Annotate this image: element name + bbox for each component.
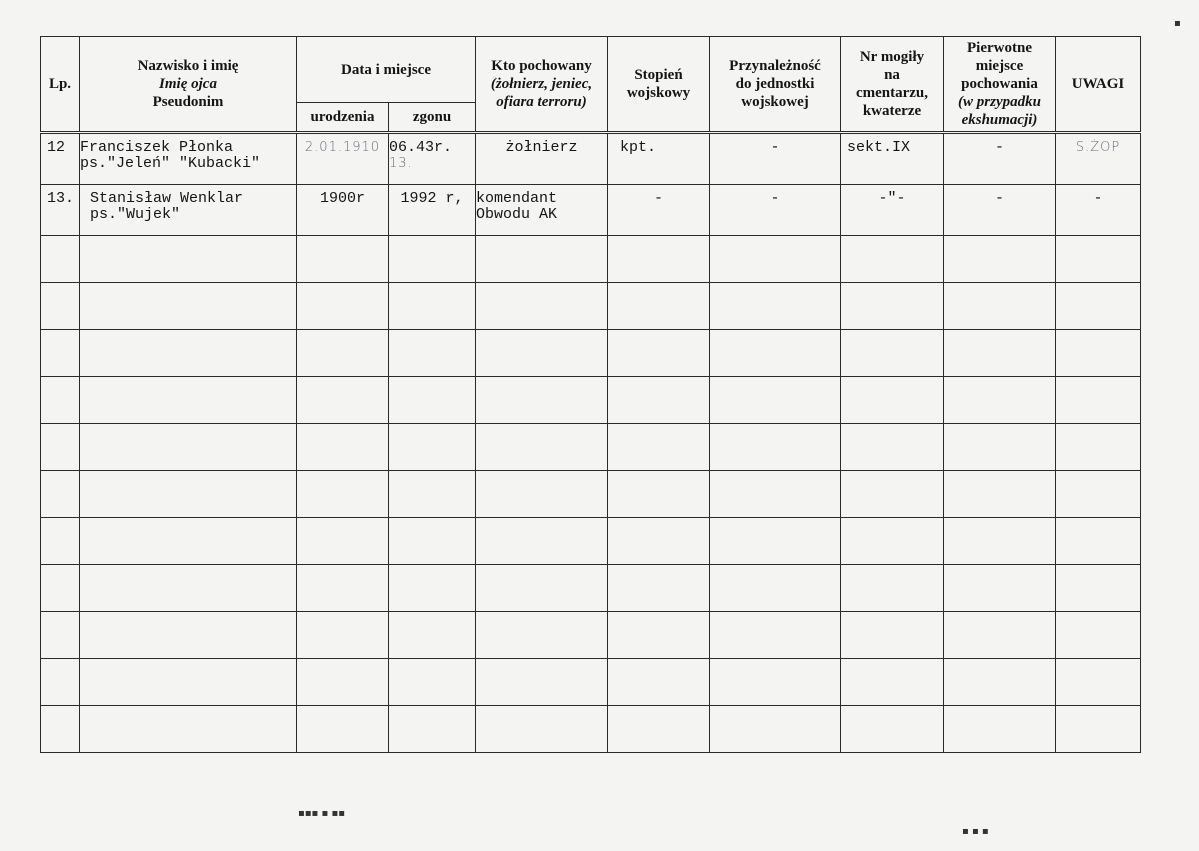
empty-table-row	[41, 518, 1141, 565]
empty-cell	[710, 565, 841, 612]
header-buried: Kto pochowany (żołnierz, jeniec, ofiara terroru)	[476, 37, 608, 133]
empty-cell	[389, 424, 476, 471]
empty-cell	[80, 518, 297, 565]
empty-cell	[476, 330, 608, 377]
empty-cell	[841, 659, 944, 706]
empty-cell	[41, 612, 80, 659]
cell-death: 06.43r. 13.	[389, 133, 476, 185]
empty-cell	[608, 518, 710, 565]
cell-rank: -	[608, 185, 710, 236]
empty-table-row	[41, 471, 1141, 518]
empty-table-row	[41, 236, 1141, 283]
empty-cell	[41, 565, 80, 612]
header-unit: Przynależność do jednostki wojskowej	[710, 37, 841, 133]
cell-birth: 1900r	[297, 185, 389, 236]
empty-cell	[841, 424, 944, 471]
header-lp: Lp.	[41, 37, 80, 133]
scan-speck: ▪ ▪ ▪	[962, 826, 989, 837]
scan-speck: ▪	[1174, 18, 1181, 29]
empty-cell	[297, 236, 389, 283]
empty-cell	[710, 471, 841, 518]
empty-cell	[389, 612, 476, 659]
empty-cell	[80, 377, 297, 424]
header-grave: Nr mogiły na cmentarzu, kwaterze	[841, 37, 944, 133]
empty-cell	[944, 330, 1056, 377]
empty-cell	[710, 377, 841, 424]
cell-origin: -	[944, 185, 1056, 236]
empty-cell	[297, 659, 389, 706]
empty-cell	[1056, 283, 1141, 330]
empty-cell	[841, 283, 944, 330]
empty-cell	[1056, 706, 1141, 753]
cell-remarks: -	[1056, 185, 1141, 236]
empty-cell	[841, 518, 944, 565]
empty-cell	[710, 283, 841, 330]
empty-cell	[608, 659, 710, 706]
empty-cell	[841, 471, 944, 518]
empty-cell	[41, 706, 80, 753]
table-row	[41, 133, 1141, 185]
cell-unit: -	[710, 133, 841, 185]
empty-cell	[297, 471, 389, 518]
empty-cell	[841, 330, 944, 377]
empty-cell	[389, 518, 476, 565]
empty-cell	[476, 518, 608, 565]
empty-cell	[297, 377, 389, 424]
empty-cell	[389, 659, 476, 706]
empty-cell	[389, 236, 476, 283]
empty-cell	[1056, 565, 1141, 612]
empty-cell	[41, 659, 80, 706]
empty-cell	[944, 283, 1056, 330]
empty-cell	[80, 283, 297, 330]
empty-cell	[1056, 424, 1141, 471]
empty-cell	[476, 424, 608, 471]
empty-cell	[476, 471, 608, 518]
empty-cell	[710, 236, 841, 283]
empty-table-row	[41, 612, 1141, 659]
empty-table-row	[41, 330, 1141, 377]
empty-cell	[297, 283, 389, 330]
cell-rank: kpt.	[608, 133, 710, 185]
empty-cell	[710, 706, 841, 753]
empty-cell	[297, 612, 389, 659]
empty-cell	[841, 236, 944, 283]
header-origin: Pierwotne miejsce pochowania (w przypadku ekshumacji)	[944, 37, 1056, 133]
empty-cell	[1056, 659, 1141, 706]
empty-table-row	[41, 659, 1141, 706]
empty-cell	[80, 565, 297, 612]
empty-cell	[944, 518, 1056, 565]
empty-cell	[1056, 377, 1141, 424]
empty-cell	[80, 659, 297, 706]
empty-cell	[80, 612, 297, 659]
burial-register-table	[40, 36, 1141, 753]
empty-cell	[389, 283, 476, 330]
empty-cell	[389, 471, 476, 518]
empty-cell	[41, 377, 80, 424]
empty-cell	[944, 424, 1056, 471]
cell-name: Franciszek Płonka ps."Jeleń" "Kubacki"	[80, 133, 297, 185]
empty-cell	[80, 471, 297, 518]
empty-table-row	[41, 283, 1141, 330]
empty-cell	[710, 659, 841, 706]
empty-cell	[1056, 612, 1141, 659]
table-row	[41, 185, 1141, 236]
cell-remarks: S.ŻOP	[1056, 133, 1141, 185]
cell-buried: komendant Obwodu AK	[476, 185, 608, 236]
empty-cell	[608, 471, 710, 518]
empty-cell	[944, 565, 1056, 612]
empty-cell	[608, 330, 710, 377]
empty-table-row	[41, 565, 1141, 612]
empty-cell	[389, 377, 476, 424]
empty-table-row	[41, 706, 1141, 753]
empty-cell	[608, 283, 710, 330]
cell-lp: 13.	[41, 185, 80, 236]
empty-cell	[841, 377, 944, 424]
cell-grave: sekt.IX	[841, 133, 944, 185]
empty-cell	[41, 236, 80, 283]
empty-cell	[608, 424, 710, 471]
empty-cell	[944, 377, 1056, 424]
cell-lp: 12	[41, 133, 80, 185]
empty-cell	[41, 330, 80, 377]
empty-cell	[389, 330, 476, 377]
empty-cell	[1056, 471, 1141, 518]
empty-cell	[944, 659, 1056, 706]
empty-cell	[841, 565, 944, 612]
empty-cell	[841, 612, 944, 659]
empty-cell	[297, 424, 389, 471]
header-remarks: UWAGI	[1056, 37, 1141, 133]
header-name: Nazwisko i imię Imię ojca Pseudonim	[80, 37, 297, 133]
empty-cell	[476, 659, 608, 706]
empty-cell	[608, 377, 710, 424]
empty-cell	[389, 706, 476, 753]
scan-speck: ▪▪▪ ▪ ▪▪	[298, 808, 346, 819]
header-rank: Stopień wojskowy	[608, 37, 710, 133]
empty-cell	[608, 612, 710, 659]
empty-cell	[297, 330, 389, 377]
empty-table-row	[41, 424, 1141, 471]
empty-cell	[476, 236, 608, 283]
empty-table-row	[41, 377, 1141, 424]
empty-cell	[41, 283, 80, 330]
cell-birth: 2.01.1910	[297, 133, 389, 185]
empty-cell	[608, 565, 710, 612]
empty-cell	[710, 424, 841, 471]
empty-cell	[476, 283, 608, 330]
empty-cell	[41, 518, 80, 565]
empty-cell	[389, 565, 476, 612]
cell-origin: -	[944, 133, 1056, 185]
empty-cell	[944, 236, 1056, 283]
empty-cell	[297, 518, 389, 565]
cell-name: Stanisław Wenklar ps."Wujek"	[80, 185, 297, 236]
empty-cell	[80, 330, 297, 377]
empty-cell	[41, 424, 80, 471]
empty-cell	[80, 236, 297, 283]
empty-cell	[476, 565, 608, 612]
empty-cell	[608, 706, 710, 753]
empty-cell	[710, 518, 841, 565]
cell-death: 1992 r,	[389, 185, 476, 236]
header-death: zgonu	[389, 103, 476, 133]
header-birth: urodzenia	[297, 103, 389, 133]
header-date-place: Data i miejsce	[297, 37, 476, 103]
empty-cell	[944, 612, 1056, 659]
empty-cell	[476, 612, 608, 659]
empty-cell	[476, 377, 608, 424]
empty-cell	[608, 236, 710, 283]
empty-cell	[710, 330, 841, 377]
empty-cell	[944, 471, 1056, 518]
empty-cell	[1056, 330, 1141, 377]
empty-cell	[1056, 518, 1141, 565]
empty-cell	[80, 706, 297, 753]
empty-cell	[80, 424, 297, 471]
cell-grave: -"-	[841, 185, 944, 236]
empty-cell	[710, 612, 841, 659]
empty-cell	[1056, 236, 1141, 283]
cell-buried: żołnierz	[476, 133, 608, 185]
empty-cell	[841, 706, 944, 753]
empty-cell	[297, 565, 389, 612]
empty-cell	[297, 706, 389, 753]
empty-cell	[944, 706, 1056, 753]
empty-cell	[476, 706, 608, 753]
cell-unit: -	[710, 185, 841, 236]
empty-cell	[41, 471, 80, 518]
